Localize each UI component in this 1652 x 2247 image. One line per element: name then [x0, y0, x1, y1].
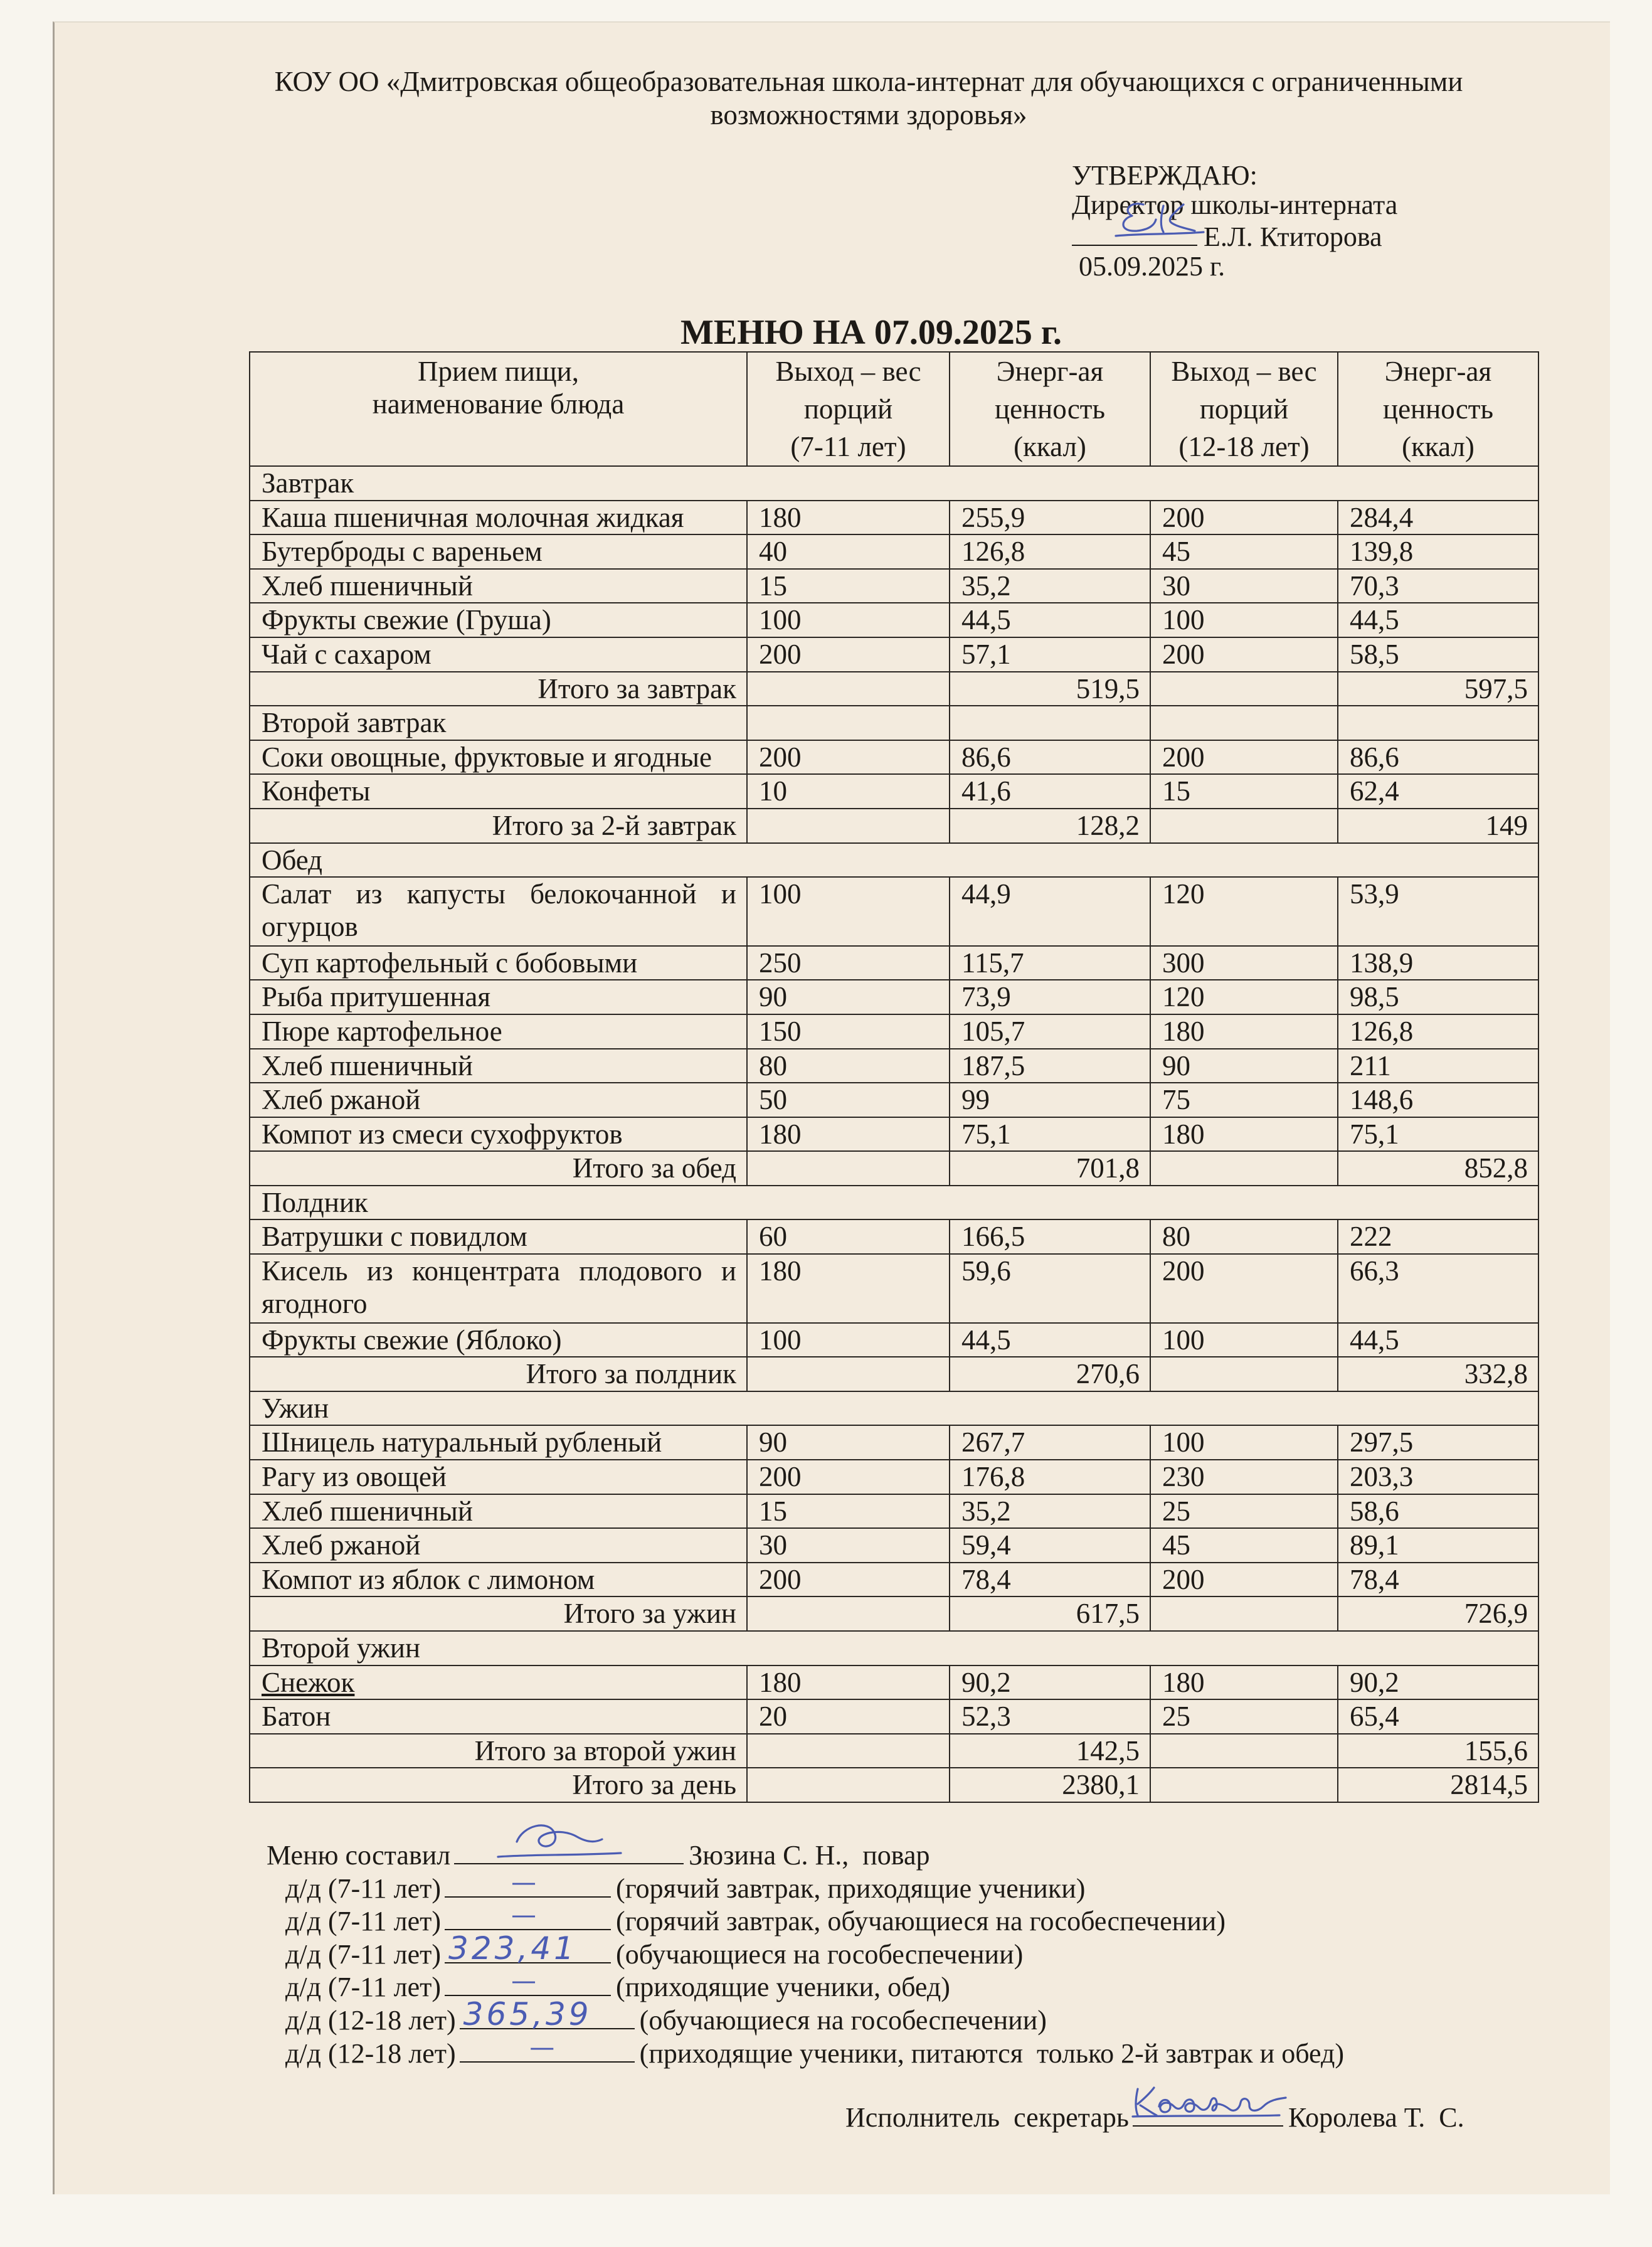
dish-name-line: ягодного [262, 1288, 368, 1320]
composer-label: Меню составил [267, 1840, 451, 1871]
empty-cell [747, 1596, 950, 1631]
portion-weight-12-18: 200 [1150, 637, 1338, 672]
signature-blank [454, 1835, 684, 1864]
dish-name: Шницель натуральный рубленый [250, 1425, 747, 1460]
portion-weight-7-11: 200 [747, 1460, 950, 1494]
approver-signature-line [1072, 220, 1586, 252]
dish-row [250, 980, 1538, 1014]
header-line: Прием пищи, [418, 356, 579, 387]
dish-name: Каша пшеничная молочная жидкая [250, 501, 747, 535]
total-energy-12-18: 149 [1338, 809, 1538, 843]
total-energy-12-18: 597,5 [1338, 672, 1538, 706]
energy-value-7-11: 59,4 [950, 1528, 1150, 1563]
total-label: Итого за второй ужин [250, 1734, 747, 1768]
dish-row [250, 1049, 1538, 1083]
dish-row [250, 1014, 1538, 1049]
portion-weight-12-18: 30 [1150, 569, 1338, 603]
energy-value-12-18: 211 [1338, 1049, 1538, 1083]
portion-weight-7-11: 100 [747, 877, 950, 946]
portion-weight-7-11: 100 [747, 1323, 950, 1357]
signature-image [1129, 2079, 1298, 2129]
energy-value-7-11: 255,9 [950, 501, 1150, 535]
empty-cell [1150, 809, 1338, 843]
energy-value-12-18: 98,5 [1338, 980, 1538, 1014]
portion-weight-7-11: 200 [747, 637, 950, 672]
total-label: Итого за завтрак [250, 672, 747, 706]
portion-weight-7-11: 180 [747, 501, 950, 535]
total-row [250, 672, 1538, 706]
footer-line-note: (приходящие ученики, питаются только 2-й завтрак и обед) [639, 2038, 1344, 2069]
signature-image [479, 1817, 630, 1873]
empty-cell [747, 809, 950, 843]
table-body [250, 466, 1538, 1802]
meal-section-label: Второй завтрак [250, 706, 747, 740]
portion-weight-12-18: 45 [1150, 1528, 1338, 1563]
meal-section-row [250, 843, 1538, 878]
dish-name: Соки овощные, фруктовые и ягодные [250, 740, 747, 775]
approval-date: 05.09.2025 г. [1079, 251, 1226, 282]
energy-value-12-18: 70,3 [1338, 569, 1538, 603]
dish-name: Пюре картофельное [250, 1014, 747, 1049]
dish-name: Снежок [250, 1665, 747, 1700]
energy-value-12-18: 126,8 [1338, 1014, 1538, 1049]
total-label: Итого за день [250, 1768, 747, 1802]
dish-name: Фрукты свежие (Груша) [250, 603, 747, 637]
portion-weight-12-18: 180 [1150, 1014, 1338, 1049]
energy-value-7-11: 75,1 [950, 1117, 1150, 1152]
energy-value-12-18: 58,6 [1338, 1494, 1538, 1529]
portion-weight-12-18: 25 [1150, 1494, 1338, 1529]
energy-value-7-11: 86,6 [950, 740, 1150, 775]
total-row [250, 1596, 1538, 1631]
energy-value-12-18: 44,5 [1338, 603, 1538, 637]
portion-weight-7-11: 60 [747, 1219, 950, 1254]
organization-name-line: КОУ ОО «Дмитровская общеобразовательная школа-интернат для обучающихся с ограниченными [274, 66, 1463, 97]
energy-value-12-18: 62,4 [1338, 774, 1538, 809]
header-line: Выход – вес [775, 356, 921, 387]
energy-value-7-11: 44,5 [950, 603, 1150, 637]
energy-value-12-18: 75,1 [1338, 1117, 1538, 1152]
meal-section-label: Завтрак [250, 466, 1538, 501]
portion-weight-12-18: 45 [1150, 534, 1338, 569]
signature-blank [460, 2034, 635, 2063]
dish-row [250, 1665, 1538, 1700]
dish-row [250, 1323, 1538, 1357]
energy-value-12-18: 148,6 [1338, 1083, 1538, 1117]
total-energy-12-18: 155,6 [1338, 1734, 1538, 1768]
footer-line-label: д/д (7-11 лет) [285, 1906, 442, 1936]
signature-blank [1133, 2098, 1283, 2127]
energy-value-7-11: 99 [950, 1083, 1150, 1117]
empty-cell [747, 672, 950, 706]
header-line: порций [1199, 393, 1289, 425]
meal-section-row [250, 1631, 1538, 1665]
dish-name: Хлеб пшеничный [250, 569, 747, 603]
energy-value-12-18: 222 [1338, 1219, 1538, 1254]
dish-name-line: Салат из капусты белокочанной и [262, 878, 736, 910]
composer-name: Зюзина С. Н., повар [689, 1840, 930, 1871]
dish-name: Компот из яблок с лимоном [250, 1563, 747, 1597]
meal-section-label: Полдник [250, 1186, 1538, 1220]
dish-row [250, 1563, 1538, 1597]
header-weight-7-11 [747, 352, 950, 466]
page-title: МЕНЮ НА 07.09.2025 г. [680, 313, 1062, 352]
dish-row [250, 1254, 1538, 1323]
footer-line-note: (приходящие ученики, обед) [616, 1972, 950, 2002]
total-energy-7-11: 701,8 [950, 1151, 1150, 1186]
portion-weight-12-18: 120 [1150, 877, 1338, 946]
dish-row [250, 501, 1538, 535]
energy-value-12-18: 58,5 [1338, 637, 1538, 672]
footer-line-note: (горячий завтрак, обучающиеся на гособеспечении) [616, 1906, 1226, 1936]
dish-name: Батон [250, 1699, 747, 1734]
dish-name [250, 877, 747, 946]
total-energy-7-11: 519,5 [950, 672, 1150, 706]
energy-value-7-11: 35,2 [950, 1494, 1150, 1529]
empty-cell [747, 1357, 950, 1391]
dish-row [250, 946, 1538, 980]
portion-weight-7-11: 180 [747, 1254, 950, 1323]
energy-value-7-11: 41,6 [950, 774, 1150, 809]
portion-weight-7-11: 200 [747, 740, 950, 775]
dish-name: Хлеб ржаной [250, 1528, 747, 1563]
dish-row [250, 1494, 1538, 1529]
header-line: (ккал) [1014, 431, 1086, 462]
meal-section-row [250, 1186, 1538, 1220]
footer-line-note: (горячий завтрак, приходящие ученики) [616, 1873, 1086, 1904]
footer-line-label: д/д (12-18 лет) [285, 2005, 456, 2036]
total-label: Итого за полдник [250, 1357, 747, 1391]
header-energy-7-11 [950, 352, 1150, 466]
total-energy-7-11: 2380,1 [950, 1768, 1150, 1802]
organization-name-line: возможностями здоровья» [710, 99, 1027, 130]
portion-weight-12-18: 180 [1150, 1665, 1338, 1700]
handwritten-value: 365,39 [463, 1996, 592, 2032]
handwritten-value: — [511, 1901, 537, 1930]
energy-value-7-11: 166,5 [950, 1219, 1150, 1254]
portion-weight-7-11: 180 [747, 1117, 950, 1152]
portion-weight-7-11: 30 [747, 1528, 950, 1563]
portion-weight-12-18: 80 [1150, 1219, 1338, 1254]
energy-value-12-18: 284,4 [1338, 501, 1538, 535]
approval-heading: УТВЕРЖДАЮ: [1072, 160, 1258, 191]
dish-row [250, 1460, 1538, 1494]
energy-value-12-18: 86,6 [1338, 740, 1538, 775]
signature-image [1103, 198, 1210, 248]
energy-value-12-18: 44,5 [1338, 1323, 1538, 1357]
signature-blank [445, 1967, 611, 1996]
header-weight-12-18 [1150, 352, 1338, 466]
empty-cell [1150, 1596, 1338, 1631]
total-energy-7-11: 128,2 [950, 809, 1150, 843]
dish-name: Компот из смеси сухофруктов [250, 1117, 747, 1152]
handwritten-value: — [511, 1868, 537, 1897]
header-dish [250, 352, 747, 466]
total-row [250, 809, 1538, 843]
energy-value-7-11: 35,2 [950, 569, 1150, 603]
handwritten-value: — [529, 2033, 555, 2062]
dish-name-line: Кисель из концентрата плодового и [262, 1255, 736, 1287]
approver-position: Директор школы-интерната [1072, 189, 1398, 220]
energy-value-7-11: 52,3 [950, 1699, 1150, 1734]
energy-value-12-18: 138,9 [1338, 946, 1538, 980]
header-line: наименование блюда [372, 388, 625, 420]
portion-weight-12-18: 120 [1150, 980, 1338, 1014]
dish-row [250, 569, 1538, 603]
dish-row [250, 740, 1538, 775]
portion-weight-12-18: 300 [1150, 946, 1338, 980]
empty-cell [747, 1151, 950, 1186]
footer-line [285, 1967, 950, 2004]
dish-name: Рыба притушенная [250, 980, 747, 1014]
dish-row [250, 1219, 1538, 1254]
meal-section-label: Обед [250, 843, 1538, 878]
header-line: (12-18 лет) [1178, 431, 1310, 462]
header-line: (ккал) [1402, 431, 1475, 462]
portion-weight-7-11: 50 [747, 1083, 950, 1117]
dish-name: Ватрушки с повидлом [250, 1219, 747, 1254]
dish-name: Суп картофельный с бобовыми [250, 946, 747, 980]
portion-weight-7-11: 20 [747, 1699, 950, 1734]
energy-value-12-18: 139,8 [1338, 534, 1538, 569]
empty-cell [1150, 1357, 1338, 1391]
portion-weight-12-18: 230 [1150, 1460, 1338, 1494]
dish-row [250, 603, 1538, 637]
energy-value-7-11: 59,6 [950, 1254, 1150, 1323]
dish-row [250, 1528, 1538, 1563]
dish-row [250, 1699, 1538, 1734]
dish-row [250, 774, 1538, 809]
footer-line [285, 1930, 1024, 1971]
header-line: ценность [994, 393, 1105, 425]
energy-value-12-18: 53,9 [1338, 877, 1538, 946]
energy-value-7-11: 73,9 [950, 980, 1150, 1014]
portion-weight-12-18: 75 [1150, 1083, 1338, 1117]
signature-blank [445, 1869, 611, 1898]
header-line: Энерг-ая [1384, 356, 1492, 387]
header-line: Энерг-ая [996, 356, 1104, 387]
footer-line-label: д/д (7-11 лет) [285, 1939, 442, 1970]
footer-line [285, 1901, 1226, 1938]
portion-weight-7-11: 90 [747, 1425, 950, 1460]
dish-row [250, 637, 1538, 672]
total-energy-12-18: 332,8 [1338, 1357, 1538, 1391]
meal-section-row [250, 466, 1538, 501]
header-line: (7-11 лет) [790, 431, 906, 462]
energy-value-7-11: 44,5 [950, 1323, 1150, 1357]
portion-weight-12-18: 15 [1150, 774, 1338, 809]
header-energy-12-18 [1338, 352, 1538, 466]
dish-name-line: огурцов [262, 911, 358, 943]
portion-weight-12-18: 100 [1150, 1425, 1338, 1460]
total-energy-7-11: 270,6 [950, 1357, 1150, 1391]
portion-weight-12-18: 200 [1150, 1563, 1338, 1597]
total-energy-7-11: 142,5 [950, 1734, 1150, 1768]
empty-cell [1150, 706, 1338, 740]
total-energy-12-18: 726,9 [1338, 1596, 1538, 1631]
dish-name: Чай с сахаром [250, 637, 747, 672]
signature-blank [445, 1930, 611, 1967]
dish-row [250, 877, 1538, 946]
table-header-row [250, 352, 1538, 466]
dish-name: Рагу из овощей [250, 1460, 747, 1494]
portion-weight-7-11: 10 [747, 774, 950, 809]
total-row [250, 1768, 1538, 1802]
dish-name: Конфеты [250, 774, 747, 809]
empty-cell [1150, 1151, 1338, 1186]
dish-row [250, 1425, 1538, 1460]
energy-value-12-18: 90,2 [1338, 1665, 1538, 1700]
signature-blank [445, 1901, 611, 1930]
handwritten-value: — [511, 1967, 537, 1995]
approval-block [1072, 161, 1586, 281]
portion-weight-12-18: 100 [1150, 603, 1338, 637]
footer-line-note: (обучающиеся на гособеспечении) [616, 1939, 1024, 1970]
energy-value-12-18: 66,3 [1338, 1254, 1538, 1323]
organization-name [125, 65, 1612, 132]
portion-weight-12-18: 90 [1150, 1049, 1338, 1083]
empty-cell [1150, 672, 1338, 706]
energy-value-7-11: 57,1 [950, 637, 1150, 672]
signature-blank [460, 1996, 635, 2032]
energy-value-7-11: 115,7 [950, 946, 1150, 980]
dish-name: Хлеб пшеничный [250, 1049, 747, 1083]
dish-name: Хлеб пшеничный [250, 1494, 747, 1529]
executor-name: Королева Т. С. [1288, 2102, 1464, 2133]
portion-weight-12-18: 25 [1150, 1699, 1338, 1734]
dish-row [250, 534, 1538, 569]
header-line: ценность [1382, 393, 1493, 425]
empty-cell [950, 706, 1150, 740]
energy-value-7-11: 126,8 [950, 534, 1150, 569]
total-energy-12-18: 852,8 [1338, 1151, 1538, 1186]
meal-section-row [250, 1391, 1538, 1426]
footer-line [285, 1869, 1085, 1905]
energy-value-12-18: 89,1 [1338, 1528, 1538, 1563]
total-row [250, 1151, 1538, 1186]
empty-cell [1150, 1734, 1338, 1768]
header-line: порций [803, 393, 893, 425]
dish-name: Бутерброды с вареньем [250, 534, 747, 569]
dish-name: Хлеб ржаной [250, 1083, 747, 1117]
meal-section-label: Второй ужин [250, 1631, 1538, 1665]
portion-weight-7-11: 180 [747, 1665, 950, 1700]
energy-value-12-18: 297,5 [1338, 1425, 1538, 1460]
executor-line [845, 2098, 1464, 2134]
portion-weight-7-11: 90 [747, 980, 950, 1014]
energy-value-7-11: 267,7 [950, 1425, 1150, 1460]
approver-name: Е.Л. Ктиторова [1204, 221, 1382, 252]
total-label: Итого за 2-й завтрак [250, 809, 747, 843]
meal-section-label: Ужин [250, 1391, 1538, 1426]
energy-value-7-11: 105,7 [950, 1014, 1150, 1049]
portion-weight-7-11: 15 [747, 1494, 950, 1529]
footer-line-note: (обучающиеся на гособеспечении) [639, 2005, 1047, 2036]
portion-weight-12-18: 200 [1150, 740, 1338, 775]
table-header [250, 352, 1538, 466]
portion-weight-7-11: 150 [747, 1014, 950, 1049]
portion-weight-12-18: 180 [1150, 1117, 1338, 1152]
energy-value-12-18: 78,4 [1338, 1563, 1538, 1597]
total-row [250, 1734, 1538, 1768]
portion-weight-12-18: 200 [1150, 1254, 1338, 1323]
portion-weight-7-11: 15 [747, 569, 950, 603]
dish-name: Фрукты свежие (Яблоко) [250, 1323, 747, 1357]
signature-blank [1072, 220, 1197, 246]
menu-composer-line [267, 1835, 930, 1872]
meal-section-row [250, 706, 1538, 740]
portion-weight-7-11: 100 [747, 603, 950, 637]
menu-table [249, 351, 1539, 1803]
dish-row [250, 1083, 1538, 1117]
portion-weight-7-11: 200 [747, 1563, 950, 1597]
total-label: Итого за ужин [250, 1596, 747, 1631]
total-energy-12-18: 2814,5 [1338, 1768, 1538, 1802]
empty-cell [1150, 1768, 1338, 1802]
empty-cell [747, 706, 950, 740]
portion-weight-7-11: 40 [747, 534, 950, 569]
footer-line [285, 2034, 1344, 2070]
portion-weight-7-11: 250 [747, 946, 950, 980]
energy-value-7-11: 90,2 [950, 1665, 1150, 1700]
dish-name [250, 1254, 747, 1323]
energy-value-7-11: 44,9 [950, 877, 1150, 946]
empty-cell [1338, 706, 1538, 740]
energy-value-12-18: 65,4 [1338, 1699, 1538, 1734]
energy-value-7-11: 78,4 [950, 1563, 1150, 1597]
energy-value-12-18: 203,3 [1338, 1460, 1538, 1494]
dish-row [250, 1117, 1538, 1152]
portion-weight-12-18: 100 [1150, 1323, 1338, 1357]
footer-line-label: д/д (12-18 лет) [285, 2038, 456, 2069]
portion-weight-12-18: 200 [1150, 501, 1338, 535]
portion-weight-7-11: 80 [747, 1049, 950, 1083]
energy-value-7-11: 187,5 [950, 1049, 1150, 1083]
footer-line-label: д/д (7-11 лет) [285, 1972, 442, 2002]
total-row [250, 1357, 1538, 1391]
empty-cell [747, 1734, 950, 1768]
footer-line-label: д/д (7-11 лет) [285, 1873, 442, 1904]
handwritten-value: 323,41 [448, 1930, 577, 1967]
header-line: Выход – вес [1171, 356, 1317, 387]
executor-label: Исполнитель секретарь [845, 2102, 1129, 2133]
empty-cell [747, 1768, 950, 1802]
energy-value-7-11: 176,8 [950, 1460, 1150, 1494]
footer-line [285, 1996, 1047, 2037]
total-label: Итого за обед [250, 1151, 747, 1186]
total-energy-7-11: 617,5 [950, 1596, 1150, 1631]
